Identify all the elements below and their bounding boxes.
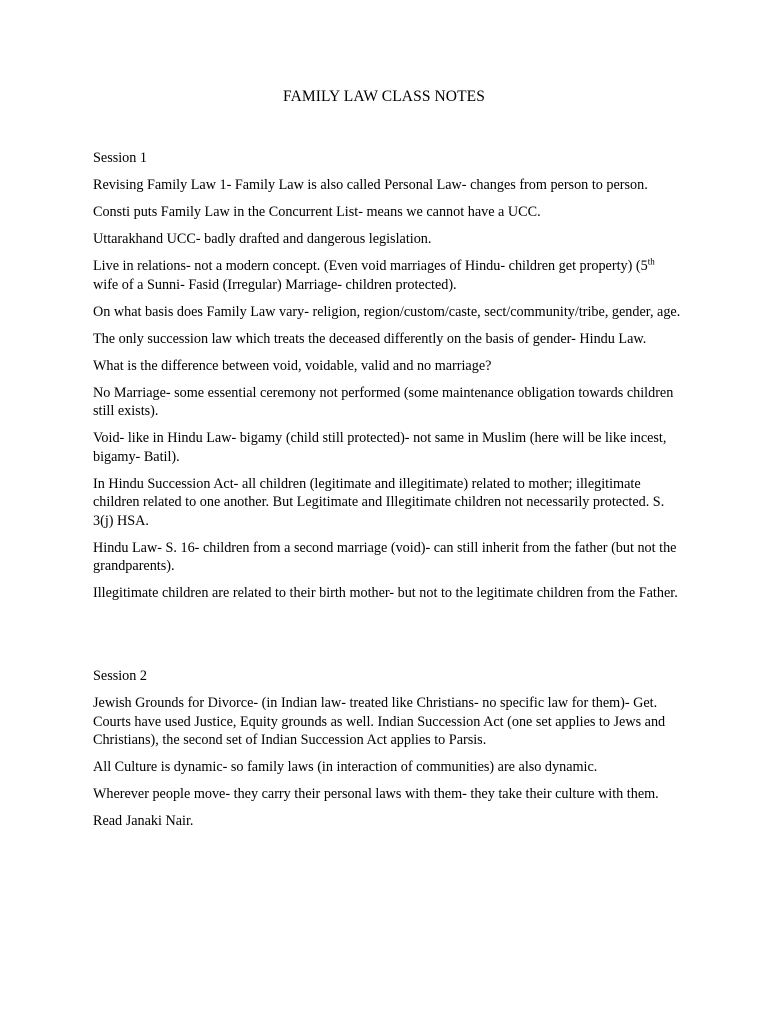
session-2-heading: Session 2 bbox=[93, 668, 147, 684]
paragraph: Consti puts Family Law in the Concurrent List- means we cannot have a UCC. bbox=[93, 204, 541, 220]
paragraph: Jewish Grounds for Divorce- (in Indian law- treated like Christians- no specific law for them)- Get. Courts have used Justice, Equity grounds as well. Indian Succession Act (one set applies to Jews and Christians), the second set of Indian Succession Act applies to Parsis. bbox=[93, 695, 666, 748]
session-1-heading: Session 1 bbox=[93, 150, 147, 166]
paragraph: Revising Family Law 1- Family Law is also called Personal Law- changes from person to person. bbox=[93, 177, 648, 193]
document-title: FAMILY LAW CLASS NOTES bbox=[283, 88, 485, 105]
ordinal-superscript: th bbox=[647, 256, 655, 267]
paragraph: No Marriage- some essential ceremony not performed (some maintenance obligation towards children still exists). bbox=[93, 384, 674, 419]
paragraph: The only succession law which treats the deceased differently on the basis of gender- Hindu Law. bbox=[93, 330, 647, 347]
section-spacer bbox=[93, 611, 683, 667]
paragraph: Void- like in Hindu Law- bigamy (child still protected)- not same in Muslim (here will be like incest, bigamy- Batil). bbox=[93, 430, 667, 465]
paragraph: Wherever people move- they carry their personal laws with them- they take their culture with them. bbox=[93, 786, 659, 802]
live-in-text-after: wife of a Sunni- Fasid (Irregular) Marriage- children protected). bbox=[93, 276, 457, 293]
paragraph: Uttarakhand UCC- badly drafted and dangerous legislation. bbox=[93, 231, 432, 247]
paragraph: Read Janaki Nair. bbox=[93, 813, 194, 829]
paragraph: On what basis does Family Law vary- religion, region/custom/caste, sect/community/tribe, gender, age. bbox=[93, 303, 681, 320]
paragraph: All Culture is dynamic- so family laws (in interaction of communities) are also dynamic. bbox=[93, 759, 598, 775]
paragraph: What is the difference between void, voidable, valid and no marriage? bbox=[93, 357, 492, 374]
paragraph: In Hindu Succession Act- all children (legitimate and illegitimate) related to mother; illegitimate children related to one another. But Legitimate and Illegitimate children not necessarily protected. S. 3(j) HSA. bbox=[93, 475, 665, 529]
live-in-text-before: Live in relations- not a modern concept. (Even void marriages of Hindu- children get property) (5 bbox=[93, 258, 648, 274]
paragraph-live-in bbox=[93, 257, 683, 294]
document-body bbox=[93, 149, 683, 839]
paragraph: Hindu Law- S. 16- children from a second marriage (void)- can still inherit from the father (but not the grandparents). bbox=[93, 539, 677, 574]
paragraph: Illegitimate children are related to their birth mother- but not to the legitimate children from the Father. bbox=[93, 585, 678, 601]
